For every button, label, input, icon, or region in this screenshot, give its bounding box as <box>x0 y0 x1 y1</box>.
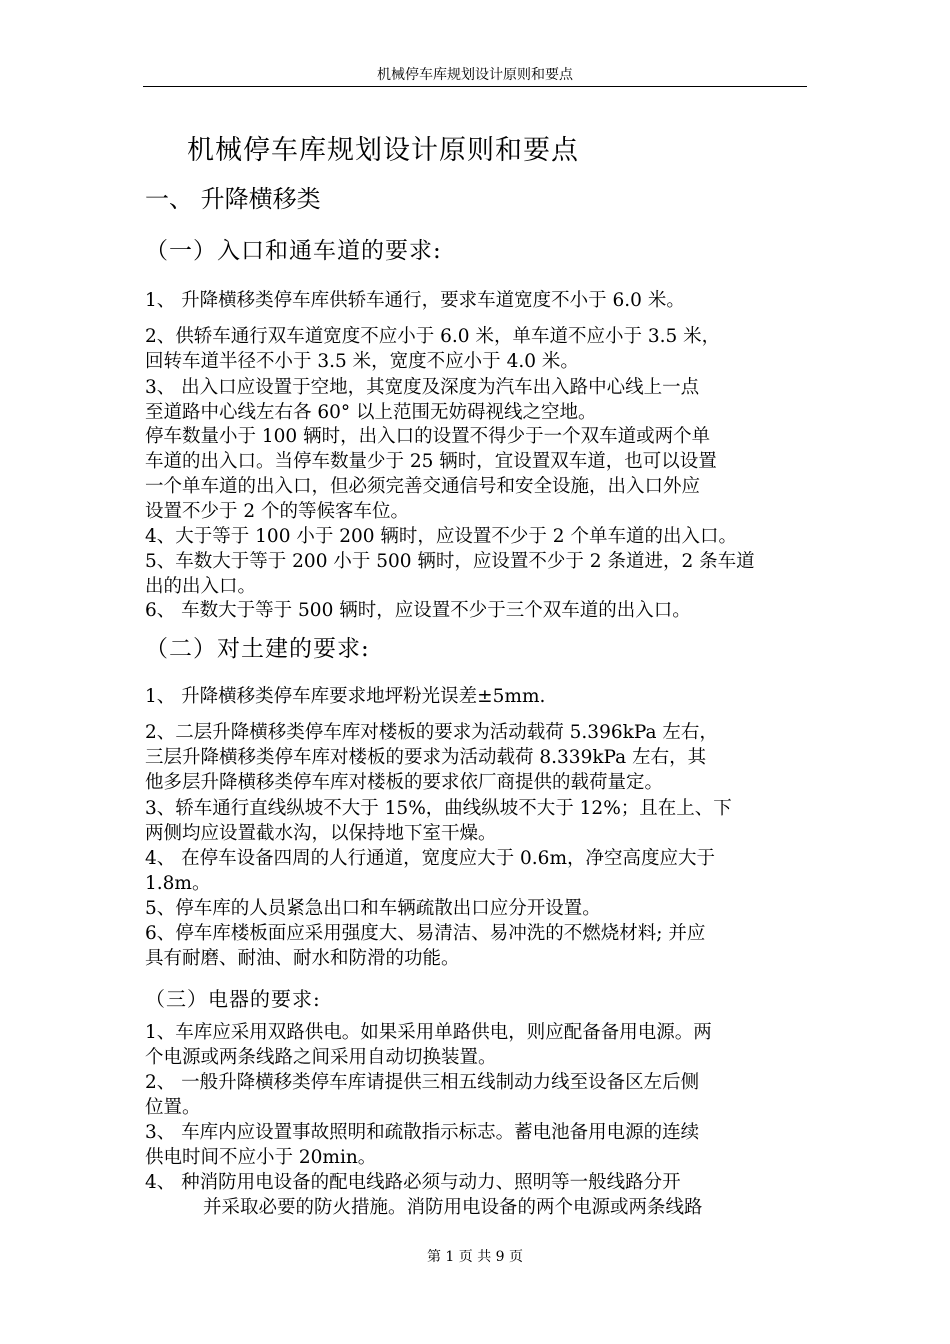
paragraph-line: 6、停车库楼板面应采用强度大、易清洁、易冲洗的不燃烧材料; 并应 <box>145 923 706 944</box>
paragraph-line: 至道路中心线左右各 60° 以上范围无妨碍视线之空地。 <box>145 402 597 423</box>
page-footer: 第 1 页 共 9 页 <box>426 1249 524 1265</box>
paragraph-line: 一个单车道的出入口，但必须完善交通信号和安全设施，出入口外应 <box>145 476 701 497</box>
paragraph-1-7: 6、 车数大于等于 500 辆时，应设置不少于三个双车道的出入口。 <box>145 600 691 621</box>
paragraph-line: 位置。 <box>145 1097 201 1118</box>
paragraph-2-6 <box>145 921 810 971</box>
paragraph-2-4 <box>145 846 810 896</box>
paragraph-3-1 <box>145 1020 810 1070</box>
paragraph-3-4 <box>145 1170 810 1220</box>
paragraph-line: 4、 种消防用电设备的配电线路必须与动力、照明等一般线路分开 <box>145 1172 681 1193</box>
running-header: 机械停车库规划设计原则和要点 <box>377 67 573 83</box>
paragraph-1-4 <box>145 424 810 524</box>
paragraph-3-3 <box>145 1120 810 1170</box>
paragraph-line: 3、轿车通行直线纵坡不大于 15%，曲线纵坡不大于 12%；且在上、下 <box>145 798 732 819</box>
paragraph-line: 停车数量小于 100 辆时，出入口的设置不得少于一个双车道或两个单 <box>145 426 711 447</box>
paragraph-line: 4、 在停车设备四周的人行通道，宽度应大于 0.6m，净空高度应大于 <box>145 848 715 869</box>
paragraph-2-5: 5、停车库的人员紧急出口和车辆疏散出口应分开设置。 <box>145 898 601 919</box>
paragraph-line: 2、二层升降横移类停车库对楼板的要求为活动载荷 5.396kPa 左右， <box>145 722 718 743</box>
paragraph-line: 2、供轿车通行双车道宽度不应小于 6.0 米，单车道不应小于 3.5 米， <box>145 326 721 347</box>
paragraph-line: 两侧均应设置截水沟，以保持地下室干燥。 <box>145 823 497 844</box>
paragraph-1-1: 1、 升降横移类停车库供轿车通行，要求车道宽度不小于 6.0 米。 <box>145 290 685 311</box>
paragraph-line: 3、 车库内应设置事故照明和疏散指示标志。蓄电池备用电源的连续 <box>145 1122 700 1143</box>
paragraph-1-3 <box>145 375 810 425</box>
paragraph-3-2 <box>145 1070 810 1120</box>
paragraph-line: 三层升降横移类停车库对楼板的要求为活动载荷 8.339kPa 左右，其 <box>145 747 707 768</box>
paragraph-line: 并采取必要的防火措施。消防用电设备的两个电源或两条线路 <box>203 1197 703 1218</box>
subsection-heading-1: （一）入口和通车道的要求: <box>145 238 442 264</box>
paragraph-2-3 <box>145 796 810 846</box>
paragraph-line: 1、车库应采用双路供电。如果采用单路供电，则应配备备用电源。两 <box>145 1022 712 1043</box>
paragraph-line: 回转车道半径不小于 3.5 米，宽度不应小于 4.0 米。 <box>145 351 579 372</box>
paragraph-line: 供电时间不应小于 20min。 <box>145 1147 377 1168</box>
paragraph-2-2 <box>145 720 810 795</box>
paragraph-line: 2、 一般升降横移类停车库请提供三相五线制动力线至设备区左后侧 <box>145 1072 700 1093</box>
paragraph-line: 具有耐磨、耐油、耐水和防滑的功能。 <box>145 948 460 969</box>
header-rule <box>143 86 807 87</box>
paragraph-1-6 <box>145 549 810 599</box>
paragraph-2-1: 1、 升降横移类停车库要求地坪粉光误差±5mm. <box>145 686 546 707</box>
document-title: 机械停车库规划设计原则和要点 <box>187 135 579 166</box>
subsection-heading-2: （二）对土建的要求: <box>145 636 370 662</box>
paragraph-1-2 <box>145 324 810 374</box>
paragraph-line: 设置不少于 2 个的等候客车位。 <box>145 501 410 522</box>
paragraph-1-5: 4、大于等于 100 小于 200 辆时，应设置不少于 2 个单车道的出入口。 <box>145 526 737 547</box>
paragraph-line: 个电源或两条线路之间采用自动切换装置。 <box>145 1047 497 1068</box>
paragraph-line: 5、车数大于等于 200 小于 500 辆时，应设置不少于 2 条道进，2 条车道 <box>145 551 755 572</box>
paragraph-line: 车道的出入口。当停车数量少于 25 辆时，宜设置双车道，也可以设置 <box>145 451 717 472</box>
subsection-heading-3: （三）电器的要求: <box>145 987 321 1011</box>
paragraph-line: 1.8m。 <box>145 873 211 894</box>
paragraph-line: 他多层升降横移类停车库对楼板的要求依厂商提供的载荷量定。 <box>145 772 664 793</box>
section-heading-1: 一、 升降横移类 <box>145 185 321 213</box>
paragraph-line: 出的出入口。 <box>145 576 257 597</box>
paragraph-line: 3、 出入口应设置于空地，其宽度及深度为汽车出入路中心线上一点 <box>145 377 700 398</box>
